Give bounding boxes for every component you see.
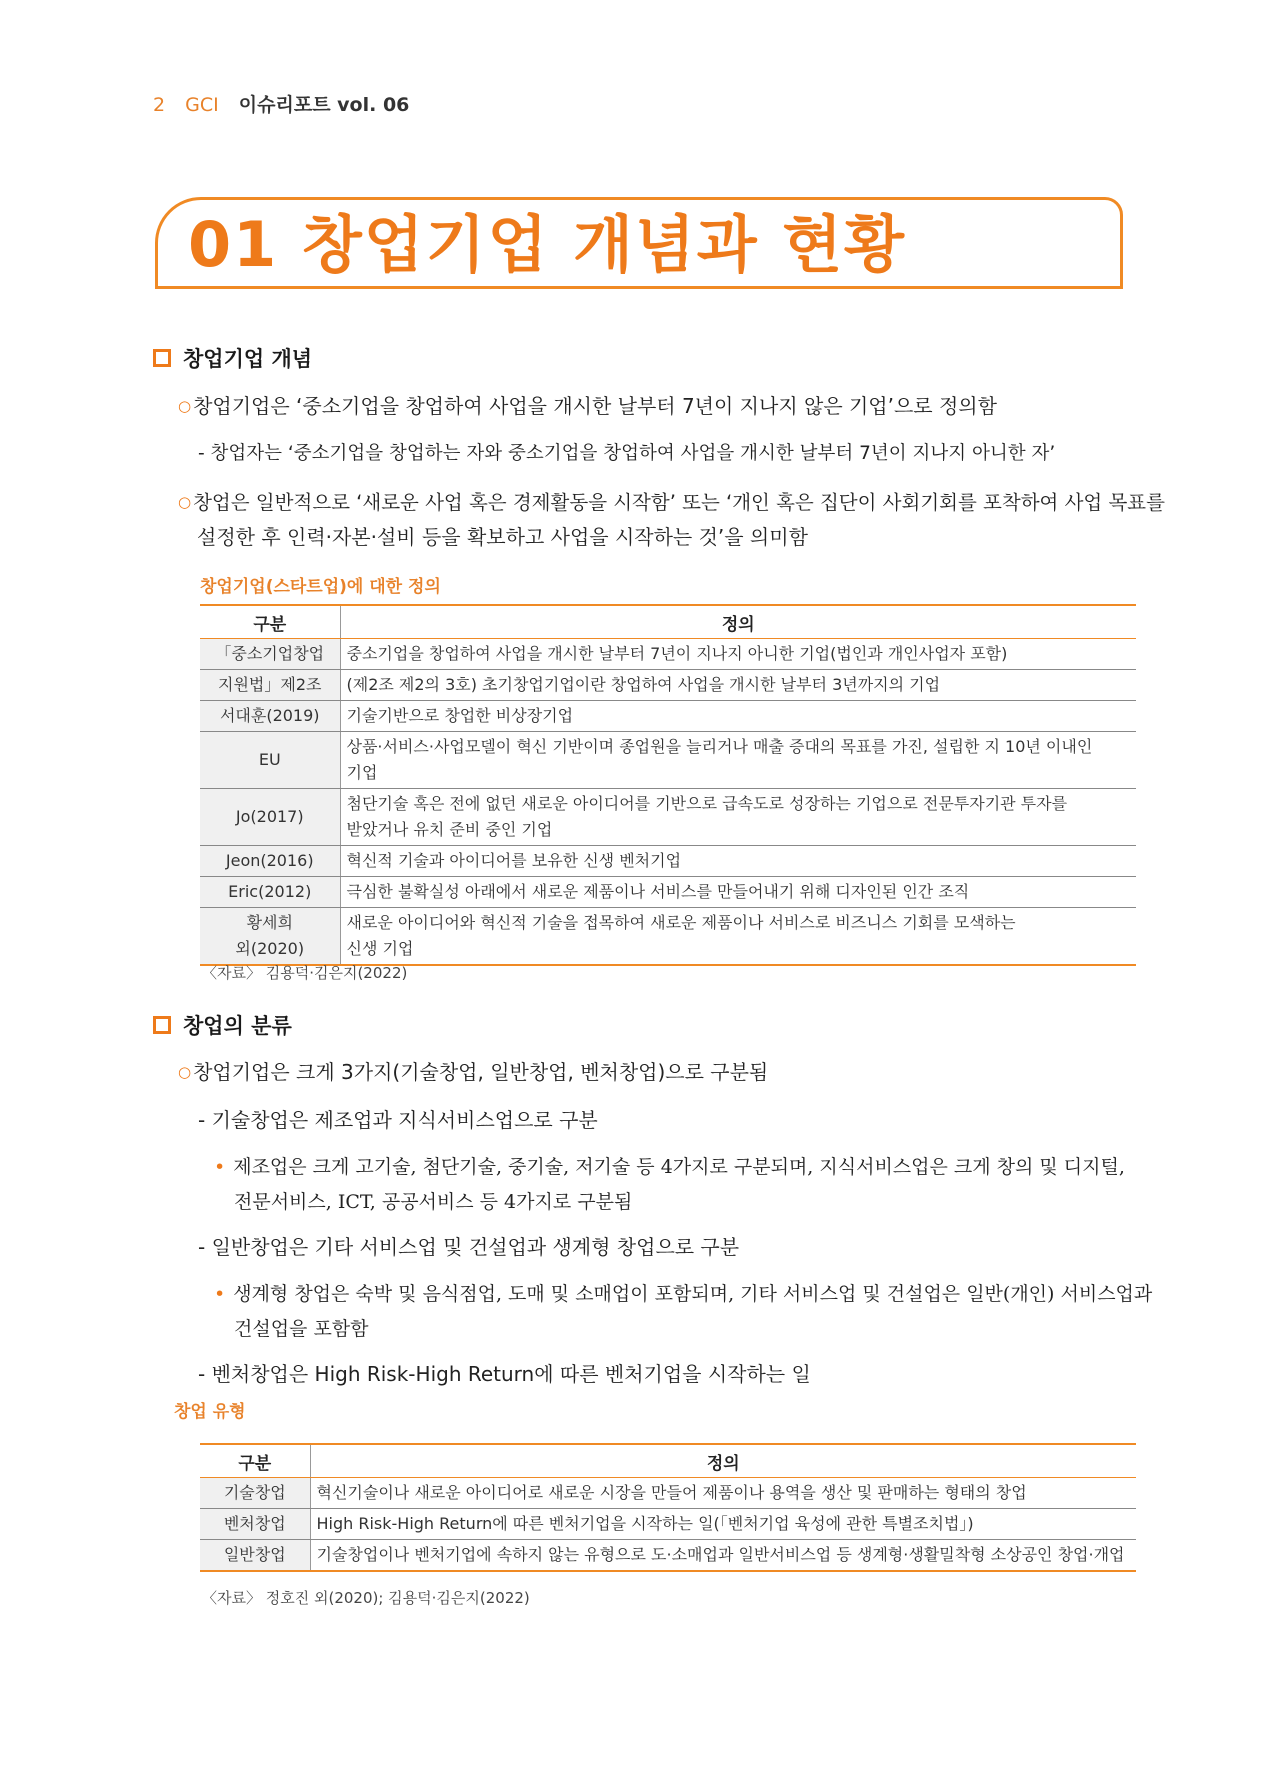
row-definition: 기술기반으로 창업한 비상장기업 [340,701,1136,732]
dash-paragraph: - 기술창업은 제조업과 지식서비스업으로 구분 [198,1108,598,1132]
chapter-title: 01 창업기업 개념과 현황 [188,208,907,281]
startup-type-table [200,1443,1136,1572]
column-header: 정의 [340,605,1136,639]
table-source: 〈자료〉 정호진 외(2020); 김용덕·김은지(2022) [202,1589,530,1607]
table-source: 〈자료〉 김용덕·김은지(2022) [202,964,408,982]
dot-bullet-icon: • [214,1156,226,1178]
section-heading-classification: 창업의 분류 [153,1013,292,1039]
section-heading-concept: 창업기업 개념 [153,346,312,372]
column-header: 구분 [200,605,340,639]
table-row [200,877,1136,908]
table-row [200,1509,1136,1540]
row-definition: 첨단기술 혹은 전에 없던 새로운 아이디어를 기반으로 급속도로 성장하는 기업으로 전문투자기관 투자를 받았거나 유치 준비 중인 기업 [340,789,1136,846]
report-title: 이슈리포트 vol. 06 [238,94,410,116]
brand-label: GCI [185,94,219,116]
square-bullet-icon [153,349,171,367]
row-label: Jeon(2016) [200,846,340,877]
row-label: 기술창업 [200,1478,310,1509]
row-definition: 기술창업이나 벤처기업에 속하지 않는 유형으로 도·소매업과 일반서비스업 등 생계형·생활밀착형 소상공인 창업·개업 [310,1540,1136,1572]
table-row [200,732,1136,789]
row-label: 서대훈(2019) [200,701,340,732]
table-row [200,789,1136,846]
row-definition: 극심한 불확실성 아래에서 새로운 제품이나 서비스를 만들어내기 위해 디자인된 인간 조직 [340,877,1136,908]
circle-bullet-icon: ○ [178,493,192,511]
circle-bullet-icon: ○ [178,397,192,415]
bullet-paragraph: ○ 창업기업은 ‘중소기업을 창업하여 사업을 개시한 날부터 7년이 지나지 않은 기업’으로 정의함 [178,394,997,418]
bullet-paragraph: ○ 창업은 일반적으로 ‘새로운 사업 혹은 경제활동을 시작함’ 또는 ‘개인 혹은 집단이 사회기회를 포착하여 사업 목표를 [178,491,1165,514]
table-header-row [200,605,1136,639]
row-definition: 새로운 아이디어와 혁신적 기술을 접목하여 새로운 제품이나 서비스로 비즈니스 기회를 모색하는 신생 기업 [340,908,1136,966]
row-label: 지원법」제2조 [200,670,340,701]
dot-paragraph: • 제조업은 크게 고기술, 첨단기술, 중기술, 저기술 등 4가지로 구분되며, 지식서비스업은 크게 창의 및 디지털, [214,1156,1125,1178]
startup-definition-table [200,604,1136,966]
table-caption: 창업 유형 [174,1402,246,1422]
dash-paragraph: - 일반창업은 기타 서비스업 및 건설업과 생계형 창업으로 구분 [198,1235,740,1259]
row-label: Eric(2012) [200,877,340,908]
square-bullet-icon [153,1016,171,1034]
page-number: 2 [153,94,166,116]
row-definition: 혁신적 기술과 아이디어를 보유한 신생 벤처기업 [340,846,1136,877]
row-definition: (제2조 제2의 3호) 초기창업기업이란 창업하여 사업을 개시한 날부터 3년까지의 기업 [340,670,1136,701]
dot-bullet-icon: • [214,1283,226,1305]
table-caption: 창업기업(스타트업)에 대한 정의 [200,577,441,597]
row-label: 벤처창업 [200,1509,310,1540]
bullet-paragraph-continuation: 설정한 후 인력·자본·설비 등을 확보하고 사업을 시작하는 것’을 의미함 [197,525,808,549]
row-label: Jo(2017) [200,789,340,846]
row-definition: 상품·서비스·사업모델이 혁신 기반이며 종업원을 늘리거나 매출 증대의 목표를 가진, 설립한 지 10년 이내인 기업 [340,732,1136,789]
dash-paragraph: - 벤처창업은 High Risk-High Return에 따른 벤처기업을 시작하는 일 [198,1362,811,1386]
table-row [200,701,1136,732]
row-definition: 중소기업을 창업하여 사업을 개시한 날부터 7년이 지나지 아니한 기업(법인과 개인사업자 포함) [340,639,1136,670]
dot-paragraph-continuation: 전문서비스, ICT, 공공서비스 등 4가지로 구분됨 [234,1191,633,1213]
row-label: 「중소기업창업 [200,639,340,670]
chapter-title-box [155,197,1123,289]
table-row [200,639,1136,670]
table-row [200,1478,1136,1509]
column-header: 정의 [310,1444,1136,1478]
row-label: 황세희 외(2020) [200,908,340,966]
running-header [153,93,409,117]
row-definition: 혁신기술이나 새로운 아이디어로 새로운 시장을 만들어 제품이나 용역을 생산 및 판매하는 형태의 창업 [310,1478,1136,1509]
circle-bullet-icon: ○ [178,1063,192,1081]
table-row [200,670,1136,701]
column-header: 구분 [200,1444,310,1478]
table-row [200,846,1136,877]
dot-paragraph-continuation: 건설업을 포함함 [234,1318,369,1340]
row-label: EU [200,732,340,789]
row-definition: High Risk-High Return에 따른 벤처기업을 시작하는 일(「벤처기업 육성에 관한 특별조치법」) [310,1509,1136,1540]
dot-paragraph: • 생계형 창업은 숙박 및 음식점업, 도매 및 소매업이 포함되며, 기타 서비스업 및 건설업은 일반(개인) 서비스업과 [214,1283,1153,1305]
dash-paragraph: - 창업자는 ‘중소기업을 창업하는 자와 중소기업을 창업하여 사업을 개시한 날부터 7년이 지나지 아니한 자’ [198,443,1056,464]
bullet-paragraph: ○ 창업기업은 크게 3가지(기술창업, 일반창업, 벤처창업)으로 구분됨 [178,1060,769,1084]
table-header-row [200,1444,1136,1478]
row-label: 일반창업 [200,1540,310,1572]
table-row [200,908,1136,966]
table-row [200,1540,1136,1572]
